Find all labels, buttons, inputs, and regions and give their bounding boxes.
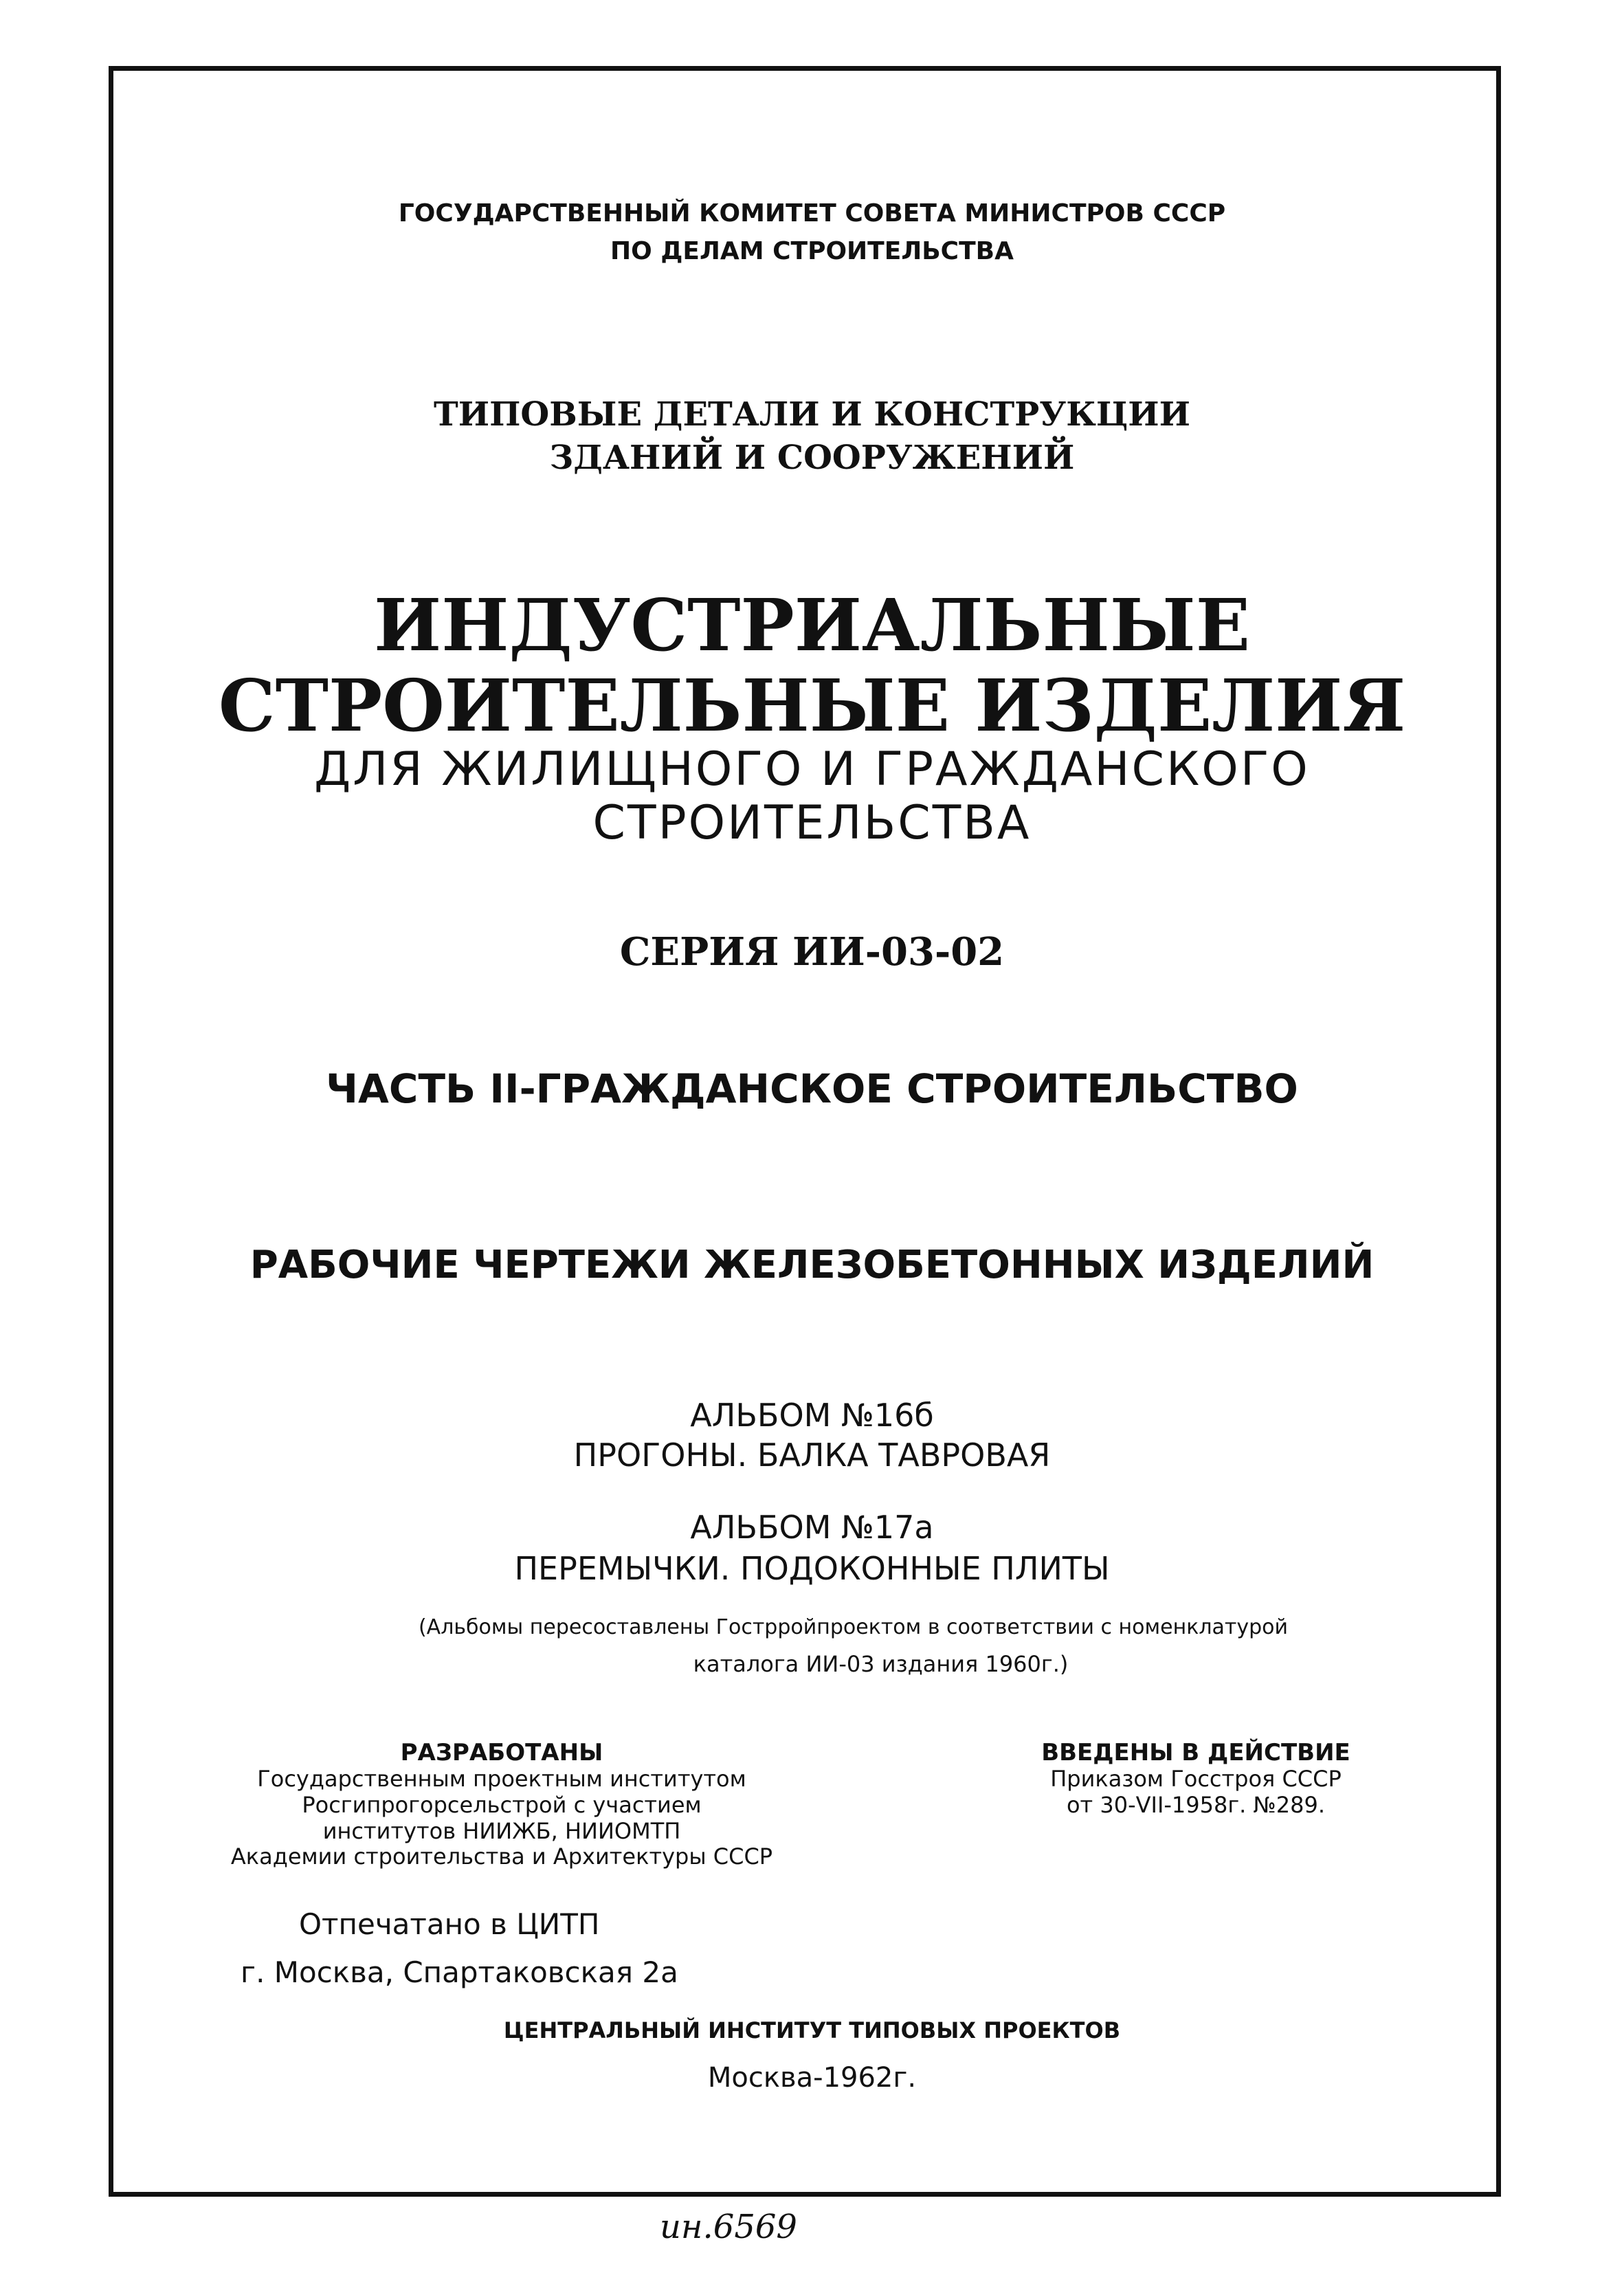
inventory-number: ин.6569 xyxy=(660,2208,797,2246)
developed-line-1: Государственным проектным институтом xyxy=(257,1766,746,1793)
title-line-2: СТРОИТЕЛЬНЫЕ ИЗДЕЛИЯ xyxy=(218,663,1406,748)
part-label: ЧАСТЬ II-ГРАЖДАНСКОЕ СТРОИТЕЛЬСТВО xyxy=(326,1065,1298,1112)
developed-line-3: институтов НИИЖБ, НИИОМТП xyxy=(322,1817,681,1844)
enacted-line-2: от 30-VII-1958г. №289. xyxy=(1066,1791,1326,1818)
working-drawings-label: РАБОЧИЕ ЧЕРТЕЖИ ЖЕЛЕЗОБЕТОННЫХ ИЗДЕЛИЙ xyxy=(249,1243,1375,1287)
series-label: СЕРИЯ ИИ-03-02 xyxy=(619,929,1005,975)
album-1-name: ПРОГОНЫ. БАЛКА ТАВРОВАЯ xyxy=(573,1437,1051,1474)
developed-heading: РАЗРАБОТАНЫ xyxy=(400,1739,603,1766)
note-line-1: (Альбомы пересоставлены Гострройпроектом в соответствии с номенклатурой xyxy=(418,1615,1289,1639)
title-line-4: СТРОИТЕЛЬСТВА xyxy=(592,796,1032,850)
enacted-block xyxy=(976,1739,1416,1819)
printed-line-1: Отпечатано в ЦИТП xyxy=(299,1907,600,1941)
footer-institute: ЦЕНТРАЛЬНЫЙ ИНСТИТУТ ТИПОВЫХ ПРОЕКТОВ xyxy=(503,2017,1121,2043)
developed-line-2: Росгипрогорсельстрой с участием xyxy=(302,1791,702,1818)
enacted-heading: ВВЕДЕНЫ В ДЕЙСТВИЕ xyxy=(1041,1739,1350,1766)
page-border-frame xyxy=(109,66,1501,2197)
subtitle-line-2: ЗДАНИЙ И СООРУЖЕНИЙ xyxy=(549,439,1075,477)
title-line-3: ДЛЯ ЖИЛИЩНОГО И ГРАЖДАНСКОГО xyxy=(314,742,1310,797)
committee-line-2: ПО ДЕЛАМ СТРОИТЕЛЬСТВА xyxy=(610,237,1014,265)
album-2-number: АЛЬБОМ №17а xyxy=(690,1509,934,1546)
printed-line-2: г. Москва, Спартаковская 2а xyxy=(241,1955,678,1989)
note-line-2: каталога ИИ-03 издания 1960г.) xyxy=(693,1651,1069,1677)
developed-line-4: Академии строительства и Архитектуры СССР xyxy=(230,1843,773,1870)
developed-block xyxy=(206,1739,797,1870)
album-1-number: АЛЬБОМ №16б xyxy=(690,1397,934,1434)
committee-line-1: ГОСУДАРСТВЕННЫЙ КОМИТЕТ СОВЕТА МИНИСТРОВ СССР xyxy=(398,199,1226,228)
enacted-line-1: Приказом Госстроя СССР xyxy=(1050,1766,1342,1793)
album-2-name: ПЕРЕМЫЧКИ. ПОДОКОННЫЕ ПЛИТЫ xyxy=(514,1550,1110,1587)
subtitle-line-1: ТИПОВЫЕ ДЕТАЛИ И КОНСТРУКЦИИ xyxy=(434,395,1190,434)
title-line-1: ИНДУСТРИАЛЬНЫЕ xyxy=(373,583,1250,667)
footer-city-year: Москва-1962г. xyxy=(707,2062,917,2094)
